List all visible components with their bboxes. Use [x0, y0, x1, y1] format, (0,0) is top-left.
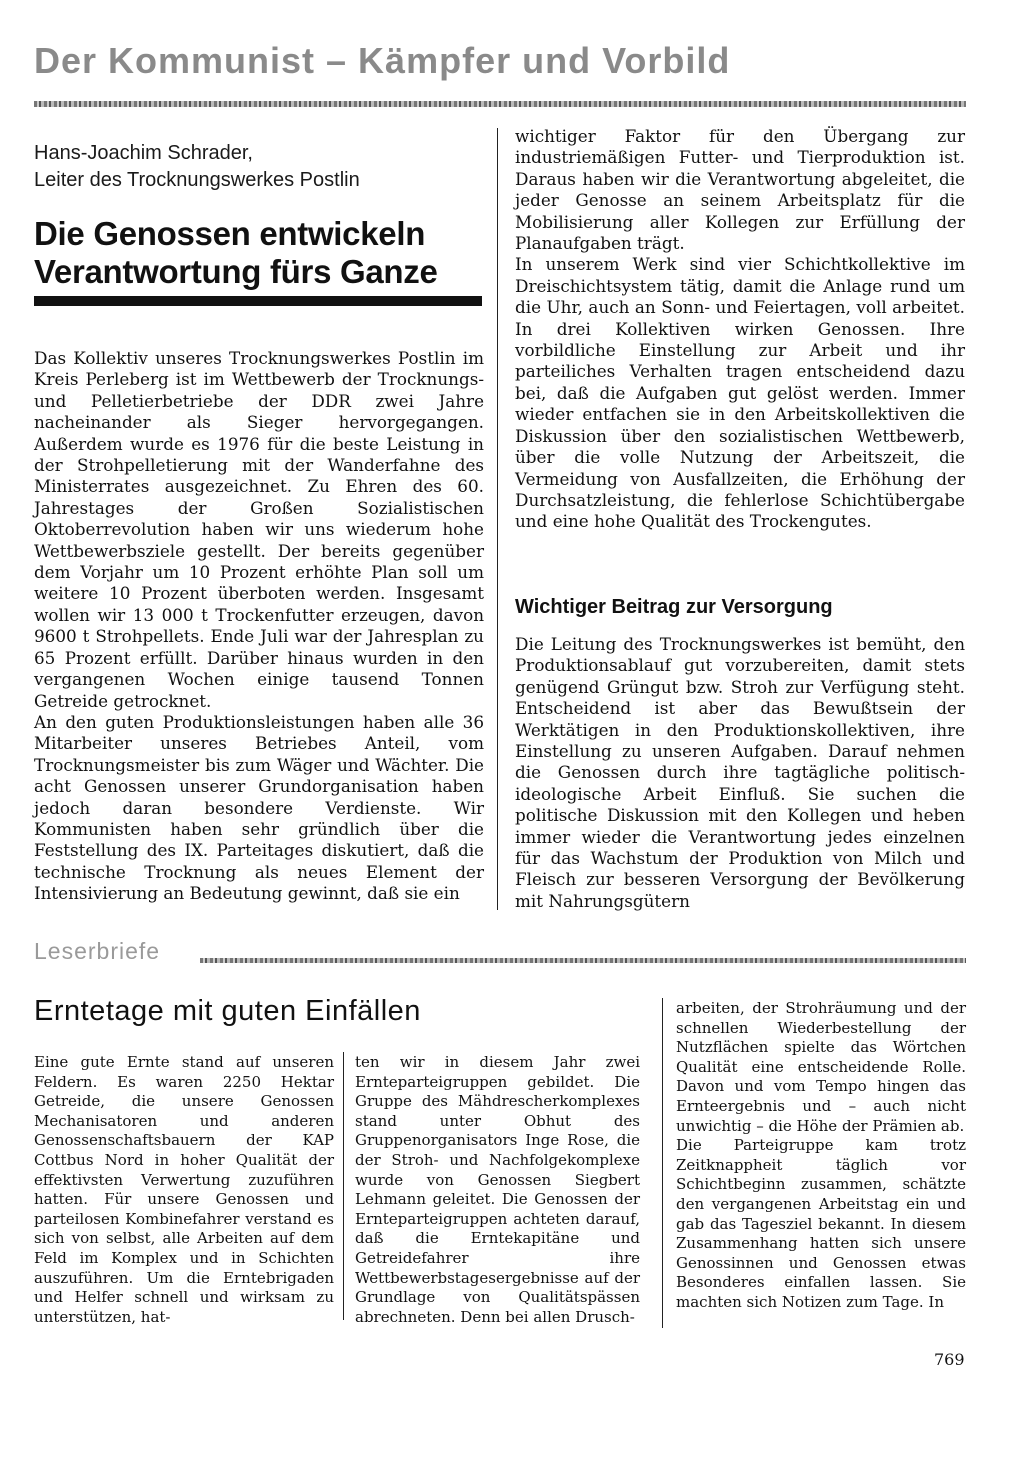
column-divider [343, 1052, 344, 1320]
letter-column-2 [355, 1053, 640, 1327]
column-divider [497, 128, 498, 910]
author-role: Leiter des Trocknungswerkes Postlin [34, 169, 360, 191]
letters-divider [200, 958, 966, 963]
article-column-right [515, 126, 965, 533]
article-column-left [34, 348, 484, 905]
letters-section-title: Leserbriefe [34, 938, 161, 964]
section-title: Der Kommunist – Kämpfer und Vorbild [34, 40, 731, 81]
column-divider [662, 998, 663, 1328]
section-divider [34, 101, 966, 107]
paragraph: ten wir in diesem Jahr zwei Ernteparteigruppen gebildet. Die Gruppe des Mähdrescherkomplexes stand unter Obhut des Gruppenorganisators Inge Rose, die der Stroh- und Nachfolgekomplexe wurde von Genossen Siegbert Lehmann geleitet. Die Genossen der Ernteparteigruppen achteten darauf, daß die Erntekapitäne und Getreidefahrer ihre Wettbewerbstagesergebnisse auf der Grundlage von Qualitätspässen abrechneten. Denn bei allen Drusch- [355, 1053, 640, 1326]
article-column-right-continued [515, 634, 965, 912]
article-headline [34, 215, 438, 291]
paragraph: Das Kollektiv unseres Trocknungswerkes Postlin im Kreis Perleberg ist im Wettbewerb der Trocknungs- und Pelletierbetriebe der DDR zwei Jahre nacheinander als Sieger hervorgegangen. Außerdem wurde es 1976 für die beste Leistung in der Strohpelletierung mit der Wanderfahne des Ministerrates ausgezeichnet. Zu Ehren des 60. Jahrestages der Großen Sozialistischen Oktoberrevolution haben wir uns wiederum hohe Wettbewerbsziele gestellt. Der bereits gegenüber dem Vorjahr um 10 Prozent erhöhte Plan soll um weitere 10 Prozent überboten werden. Insgesamt wollen wir 13 000 t Trockenfutter erzeugen, davon 9600 t Strohpellets. Ende Juli war der Jahresplan zu 65 Prozent erfüllt. Darüber hinaus wurden in den vergangenen Wochen einige tausend Tonnen Getreide getrocknet. [34, 348, 484, 711]
paragraph: wichtiger Faktor für den Übergang zur industriemäßigen Futter- und Tierproduktion ist. Daraus haben wir die Verantwortung abgeleitet, die jeder Genosse an seinem Arbeitsplatz für die Mobilisierung aller Kollegen zur Erfüllung der Planaufgaben trägt. [515, 126, 965, 254]
letter-column-1 [34, 1053, 334, 1327]
paragraph: arbeiten, der Strohräumung und der schnellen Wiederbestellung der Nutzflächen spielte das Wörtchen Qualität eine entscheidende Rolle. Davon und vom Tempo hingen das Ernteergebnis und – auch nicht unwichtig – die Höhe der Prämien ab. [676, 999, 966, 1135]
paragraph: Die Leitung des Trocknungswerkes ist bemüht, den Produktionsablauf gut vorzubereiten, damit stets genügend Grüngut bzw. Stroh zur Verfügung steht. Entscheidend ist aber das Bewußtsein der Werktätigen in den Produktionskollektiven, ihre Einstellung zu unseren Aufgaben. Darauf nehmen die Genossen durch ihre tagtägliche politisch-ideologische Arbeit Einfluß. Sie suchen die politische Diskussion mit den Kollegen und heben immer wieder die Verantwortung jedes einzelnen für das Wachstum der Produktion von Milch und Fleisch zur besseren Versorgung der Bevölkerung mit Nahrungsgütern [515, 634, 965, 911]
headline-line-1: Die Genossen entwickeln [34, 215, 426, 252]
headline-underline [34, 296, 482, 306]
paragraph: Die Parteigruppe kam trotz Zeitknappheit täglich vor Schichtbeginn zusammen, schätzte den vergangenen Arbeitstag ein und gab das Tagesziel bekannt. In diesem Zusammenhang hatten sich unsere Genossinnen und Genossen etwas Besonderes einfallen lassen. Sie machten sich Notizen zum Tage. In [676, 1136, 966, 1311]
paragraph: In unserem Werk sind vier Schichtkollektive im Dreischichtsystem tätig, damit die Anlage rund um die Uhr, auch an Sonn- und Feiertagen, voll arbeitet. In drei Kollektiven wirken Genossen. Ihre vorbildliche Einstellung zur Arbeit und ihr parteiliches Verhalten tragen entscheidend dazu bei, daß die Aufgaben gut gelöst werden. Immer wieder entfachen sie in den Arbeitskollektiven die Diskussion über den sozialistischen Wettbewerb, über die volle Nutzung der Arbeitszeit, die Vermeidung von Ausfallzeiten, die Erhöhung der Durchsatzleistung, die fehlerlose Schichtübergabe und eine hohe Qualität des Trockengutes. [515, 254, 965, 532]
letters-headline: Erntetage mit guten Einfällen [34, 995, 421, 1027]
paragraph: An den guten Produktionsleistungen haben alle 36 Mitarbeiter unseres Betriebes Anteil, vom Trocknungsmeister bis zum Wäger und Wächter. Die acht Genossen unserer Grundorganisation haben jedoch daran besondere Verdienste. Wir Kommunisten haben sehr gründlich über die Feststellung des IX. Parteitages diskutiert, daß die technische Trocknung als neues Element der Intensivierung an Bedeutung gewinnt, daß sie ein [34, 711, 484, 904]
headline-line-2: Verantwortung fürs Ganze [34, 253, 438, 290]
author-name: Hans-Joachim Schrader, [34, 142, 253, 164]
author-byline [34, 140, 360, 194]
letter-column-3 [676, 999, 966, 1313]
article-subheading: Wichtiger Beitrag zur Versorgung [515, 596, 833, 618]
page-number: 769 [934, 1350, 965, 1369]
paragraph: Eine gute Ernte stand auf unseren Feldern. Es waren 2250 Hektar Getreide, die unsere Genossen Mechanisatoren und anderen Genossenschaftsbauern der KAP Cottbus Nord in hoher Qualität der effektivsten Verwertung zuzuführen hatten. Für unsere Genossen und parteilosen Kombinefahrer verstand es sich von selbst, alle Arbeiten auf dem Feld im Komplex und in Schichten auszuführen. Um die Erntebrigaden und Helfer schnell und wirksam zu unterstützen, hat- [34, 1053, 334, 1326]
